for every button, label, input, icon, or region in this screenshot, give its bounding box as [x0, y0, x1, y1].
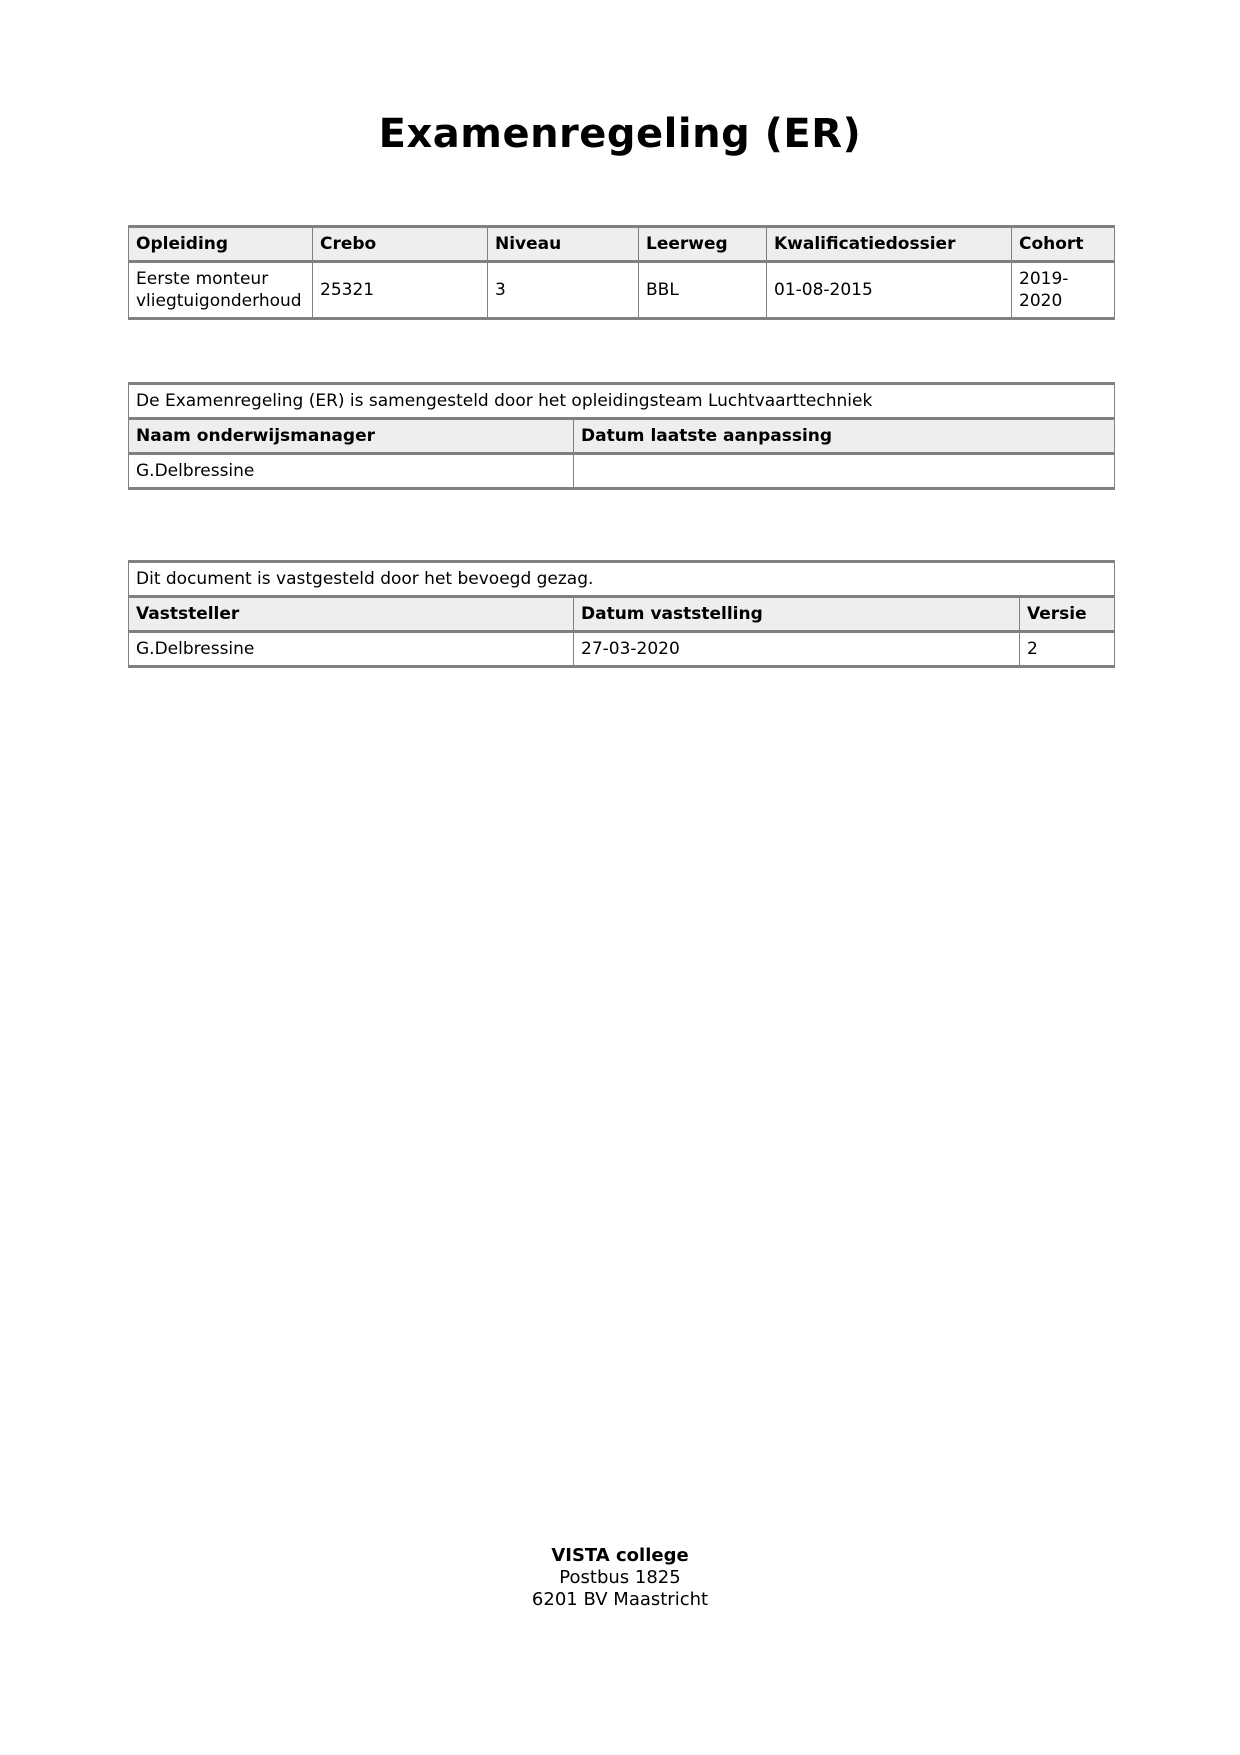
cell-versie: 2	[1020, 632, 1115, 667]
page-footer	[0, 1545, 1240, 1611]
cell-datum-laatste-aanpassing	[574, 454, 1115, 489]
approval-header-row	[129, 597, 1115, 632]
column-header-opleiding: Opleiding	[129, 227, 313, 262]
cell-leerweg: BBL	[639, 262, 767, 319]
cell-cohort: 2019-2020	[1012, 262, 1115, 319]
cell-crebo: 25321	[313, 262, 488, 319]
program-header-row	[129, 227, 1115, 262]
column-header-kwalificatiedossier: Kwalificatiedossier	[767, 227, 1012, 262]
composition-caption: De Examenregeling (ER) is samengesteld door het opleidingsteam Luchtvaarttechniek	[129, 384, 1115, 419]
column-header-datum-vaststelling: Datum vaststelling	[574, 597, 1020, 632]
cell-naam-onderwijsmanager: G.Delbressine	[129, 454, 574, 489]
composition-header-row	[129, 419, 1115, 454]
cell-vaststeller: G.Delbressine	[129, 632, 574, 667]
approval-caption: Dit document is vastgesteld door het bevoegd gezag.	[129, 562, 1115, 597]
column-header-niveau: Niveau	[488, 227, 639, 262]
address-line-1: Postbus 1825	[559, 1567, 681, 1588]
program-info-table	[128, 225, 1115, 320]
column-header-vaststeller: Vaststeller	[129, 597, 574, 632]
cell-kwalificatiedossier: 01-08-2015	[767, 262, 1012, 319]
column-header-naam-onderwijsmanager: Naam onderwijsmanager	[129, 419, 574, 454]
composition-table	[128, 382, 1115, 490]
page-title: Examenregeling (ER)	[378, 111, 862, 157]
cell-niveau: 3	[488, 262, 639, 319]
approval-caption-row	[129, 562, 1115, 597]
column-header-cohort: Cohort	[1012, 227, 1115, 262]
program-data-row	[129, 262, 1115, 319]
column-header-versie: Versie	[1020, 597, 1115, 632]
composition-data-row	[129, 454, 1115, 489]
cell-datum-vaststelling: 27-03-2020	[574, 632, 1020, 667]
approval-table	[128, 560, 1115, 668]
column-header-leerweg: Leerweg	[639, 227, 767, 262]
composition-caption-row	[129, 384, 1115, 419]
column-header-crebo: Crebo	[313, 227, 488, 262]
address-line-2: 6201 BV Maastricht	[531, 1589, 709, 1610]
organization-name: VISTA college	[551, 1545, 689, 1566]
approval-data-row	[129, 632, 1115, 667]
column-header-datum-laatste-aanpassing: Datum laatste aanpassing	[574, 419, 1115, 454]
cell-opleiding: Eerste monteur vliegtuigonderhoud	[129, 262, 313, 319]
